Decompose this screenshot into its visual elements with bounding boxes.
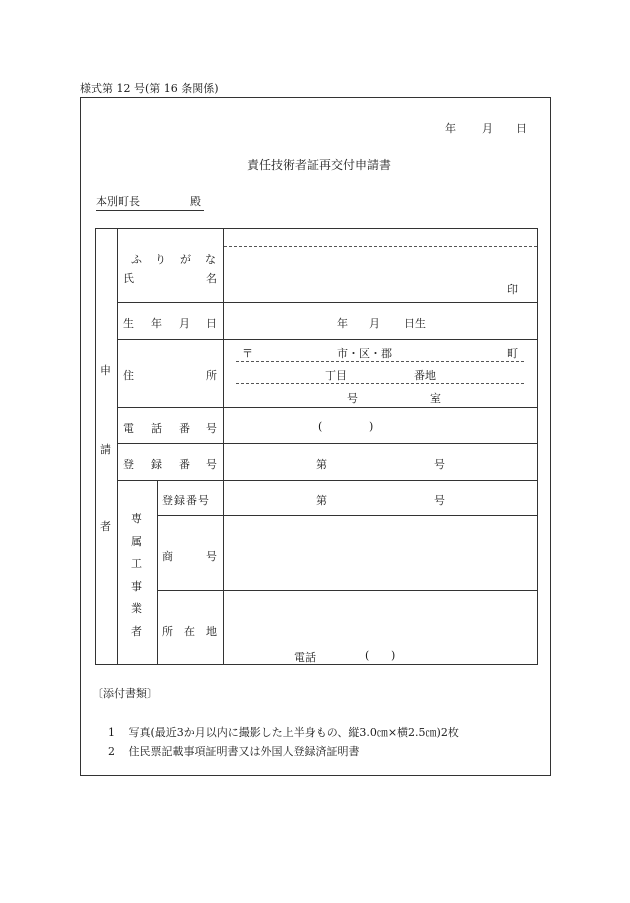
label-char: 番: [179, 458, 190, 471]
label-char: 住: [123, 369, 134, 382]
attachment-num: 2: [108, 745, 115, 758]
contractor-registration-dai: 第: [316, 494, 327, 507]
room-label: 室: [430, 392, 441, 405]
furigana-field[interactable]: [223, 229, 537, 246]
contractor-char: 属: [131, 535, 142, 548]
registration-field[interactable]: [223, 444, 537, 480]
phone-paren-close: ): [369, 420, 374, 433]
applicant-char: 申: [100, 364, 111, 377]
birthdate-field[interactable]: [223, 303, 537, 339]
label-char: 録: [151, 458, 162, 471]
applicant-char: 請: [100, 443, 111, 456]
banchi-label: 番地: [414, 369, 436, 382]
label-char: 年: [151, 317, 162, 330]
town-label: 町: [507, 347, 518, 360]
label-char: 番: [179, 422, 190, 435]
label-char: 月: [179, 317, 190, 330]
label-char: 話: [151, 422, 162, 435]
label-char: 在: [184, 625, 195, 638]
location-paren-close: ): [391, 649, 396, 662]
contractor-registration-go: 号: [434, 494, 445, 507]
date-month-label: 月: [482, 122, 493, 135]
contractor-registration-label: 登録番号: [162, 494, 210, 507]
label-char: な: [205, 253, 216, 266]
contractor-char: 専: [131, 512, 142, 525]
addressee-honorific: 殿: [190, 195, 201, 208]
date-year-label: 年: [445, 122, 456, 135]
attachment-text: 写真(最近3か月以内に撮影した上半身もの、縦3.0㎝×横2.5㎝)2枚: [128, 726, 459, 739]
addressee: [96, 193, 204, 211]
label-char: 電: [123, 422, 134, 435]
label-char: 名: [206, 272, 217, 285]
birth-month-label: 月: [369, 317, 380, 330]
label-char: 氏: [123, 272, 134, 285]
contractor-char: 工: [131, 557, 142, 570]
trade-name-field[interactable]: [223, 516, 537, 590]
label-char: ふ: [131, 253, 142, 266]
contractor-registration-field[interactable]: [223, 481, 537, 515]
applicant-char: 者: [100, 520, 111, 533]
registration-dai: 第: [316, 458, 327, 471]
birth-day-label: 日生: [404, 317, 426, 330]
label-char: 所: [206, 369, 217, 382]
name-field[interactable]: [223, 247, 537, 302]
postal-mark: 〒: [242, 347, 253, 360]
date-day-label: 日: [516, 122, 527, 135]
contractor-char: 者: [131, 625, 142, 638]
chome-label: 丁目: [325, 369, 347, 382]
label-char: 号: [206, 422, 217, 435]
location-phone-label: 電話: [294, 651, 316, 664]
attachment-text: 住民票記載事項証明書又は外国人登録済証明書: [128, 745, 360, 758]
attachment-item: [108, 743, 360, 759]
birth-year-label: 年: [337, 317, 348, 330]
attachments-heading: 〔添付書類〕: [92, 687, 158, 700]
city-label: 市・区・郡: [337, 347, 392, 360]
label-char: 地: [206, 625, 217, 638]
location-paren-open: (: [365, 649, 370, 662]
label-char: 生: [123, 317, 134, 330]
label-char: が: [180, 253, 191, 266]
label-char: 商: [162, 550, 173, 563]
registration-go: 号: [434, 458, 445, 471]
seal-mark: 印: [507, 283, 518, 296]
attachment-num: 1: [108, 726, 115, 739]
label-char: 登: [123, 458, 134, 471]
form-number: 様式第 12 号(第 16 条関係): [80, 82, 219, 95]
label-char: 日: [206, 317, 217, 330]
phone-paren-open: (: [318, 420, 323, 433]
contractor-char: 事: [131, 580, 142, 593]
go-label: 号: [347, 392, 358, 405]
addressee-name: 本別町長: [96, 195, 140, 208]
form-title: 責任技術者証再交付申請書: [247, 158, 392, 172]
label-char: 所: [162, 625, 173, 638]
label-char: 号: [206, 458, 217, 471]
label-char: り: [155, 253, 166, 266]
phone-field[interactable]: [223, 408, 537, 443]
location-field[interactable]: [223, 591, 537, 664]
label-char: 号: [206, 550, 217, 563]
attachment-item: [108, 724, 459, 740]
contractor-char: 業: [131, 602, 142, 615]
